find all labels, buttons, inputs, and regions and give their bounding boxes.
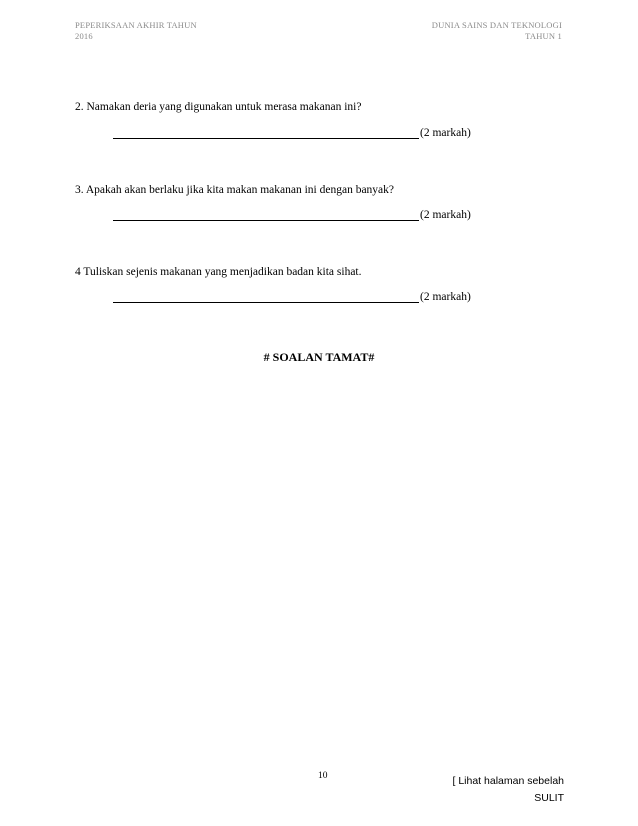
subject-title: DUNIA SAINS DAN TEKNOLOGI bbox=[431, 20, 562, 30]
exam-year: 2016 bbox=[75, 31, 93, 41]
answer-blank[interactable] bbox=[113, 293, 419, 303]
page-number: 10 bbox=[318, 771, 328, 781]
see-previous-page-note: [ Lihat halaman sebelah bbox=[452, 775, 564, 787]
header-right bbox=[432, 20, 562, 42]
marks-label: (2 markah) bbox=[420, 209, 471, 221]
marks-label: (2 markah) bbox=[420, 291, 471, 303]
exam-title: PEPERIKSAAN AKHIR TAHUN bbox=[75, 20, 197, 30]
answer-line-3[interactable] bbox=[113, 209, 471, 221]
question-3: 3. Apakah akan berlaku jika kita makan makanan ini dengan banyak? bbox=[75, 184, 395, 196]
confidential-label: SULIT bbox=[534, 792, 564, 804]
end-of-questions-title: # SOALAN TAMAT# bbox=[263, 350, 375, 364]
year-level: TAHUN 1 bbox=[525, 31, 562, 41]
answer-line-2[interactable] bbox=[113, 127, 471, 139]
answer-blank[interactable] bbox=[113, 211, 419, 221]
question-4: 4 Tuliskan sejenis makanan yang menjadikan badan kita sihat. bbox=[75, 266, 362, 278]
answer-blank[interactable] bbox=[113, 129, 419, 139]
marks-label: (2 markah) bbox=[420, 127, 471, 139]
header-left bbox=[75, 20, 197, 42]
question-2: 2. Namakan deria yang digunakan untuk merasa makanan ini? bbox=[75, 101, 362, 113]
answer-line-4[interactable] bbox=[113, 291, 471, 303]
footer-note bbox=[453, 773, 565, 807]
